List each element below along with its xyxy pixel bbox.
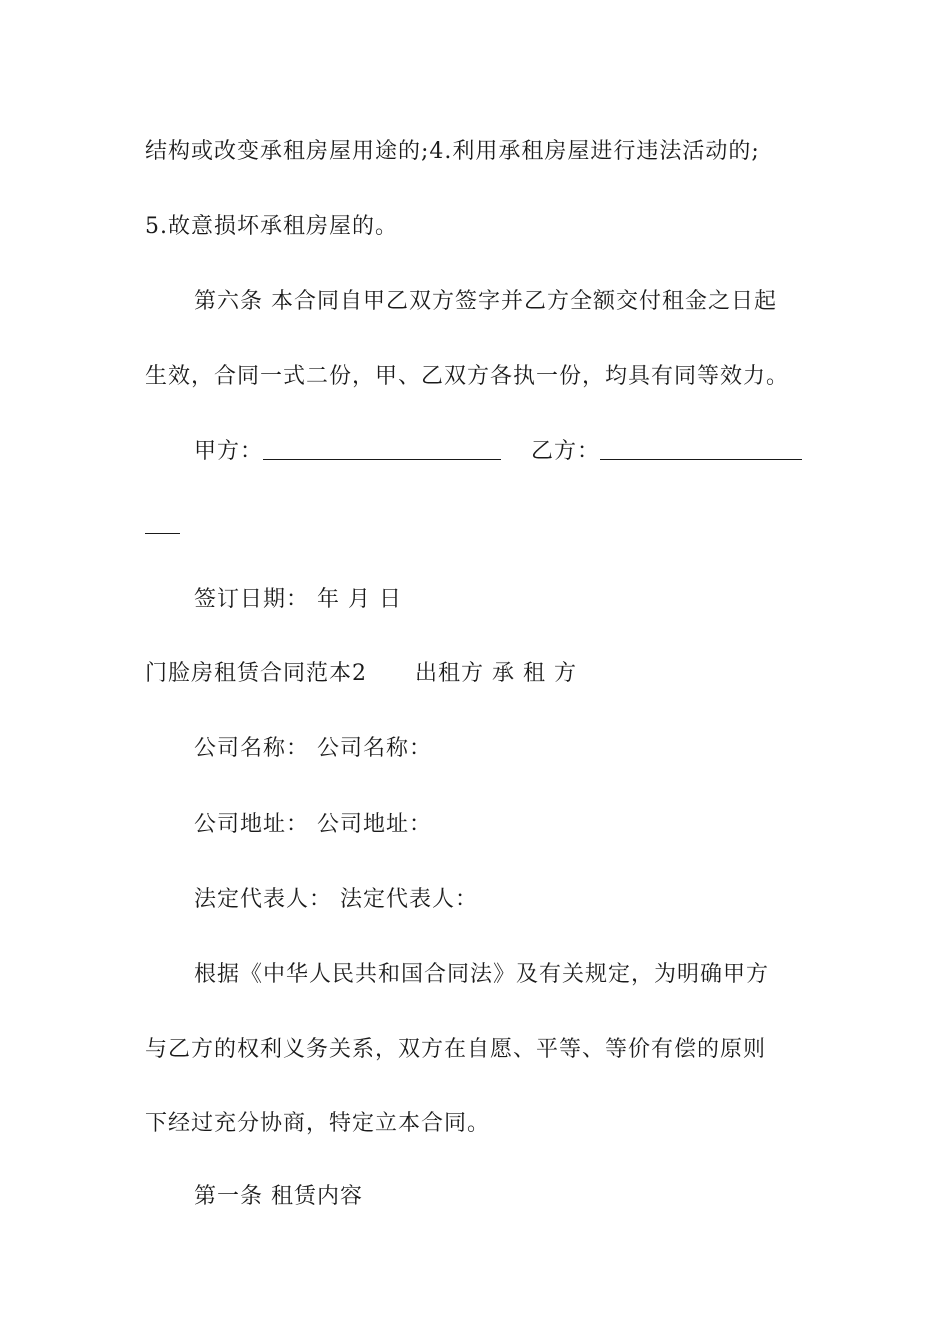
company-address-field: 公司地址： 公司地址： (194, 812, 432, 837)
signature-blank-continuation (145, 533, 180, 534)
parties-header: 出租方 承 租 方 (415, 661, 577, 686)
party-b-label: 乙方： (531, 439, 601, 464)
article-6-line: 第六条 本合同自甲乙双方签字并乙方全额交付租金之日起 (194, 289, 777, 314)
section-title-line (145, 660, 577, 688)
body-line: 生效，合同一式二份，甲、乙双方各执一份，均具有同等效力。 (145, 364, 790, 389)
company-name-field: 公司名称： 公司名称： (194, 736, 432, 761)
party-a-label: 甲方： (194, 439, 264, 464)
party-a-signature-blank (263, 439, 501, 460)
legal-representative-field: 法定代表人： 法定代表人： (194, 887, 478, 912)
preamble-line: 根据《中华人民共和国合同法》及有关规定，为明确甲方 (194, 962, 770, 987)
body-line: 5.故意损坏承租房屋的。 (145, 214, 398, 239)
preamble-line: 下经过充分协商，特定立本合同。 (145, 1111, 491, 1136)
article-1-heading: 第一条 租赁内容 (194, 1184, 363, 1209)
sign-date-line: 签订日期： 年 月 日 (194, 587, 402, 612)
body-line: 结构或改变承租房屋用途的;4.利用承租房屋进行违法活动的; (145, 139, 760, 164)
section-title: 门脸房租赁合同范本2 (145, 661, 367, 686)
signature-line (194, 438, 802, 466)
preamble-line: 与乙方的权利义务关系，双方在自愿、平等、等价有偿的原则 (145, 1037, 767, 1062)
party-b-signature-blank (600, 439, 802, 460)
